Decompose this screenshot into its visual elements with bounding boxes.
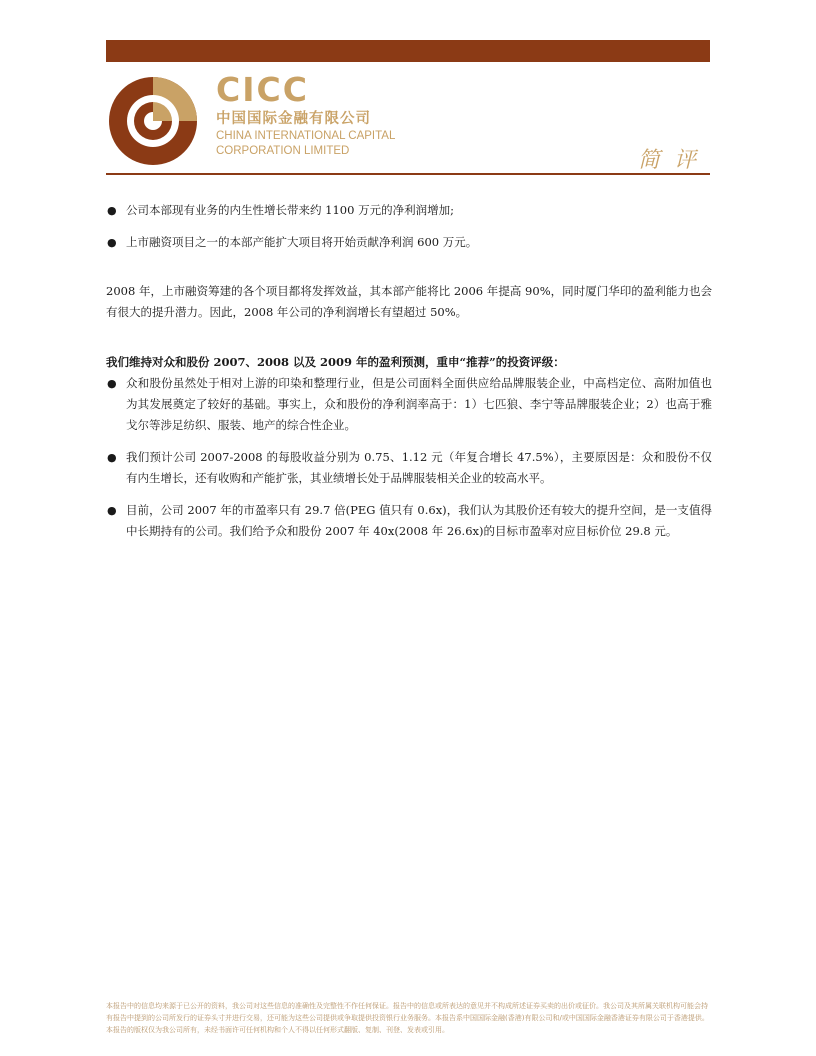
list-item (106, 200, 712, 221)
list-item-text: 公司本部现有业务的内生性增长带来约 1100 万元的净利润增加; (126, 203, 454, 217)
list-item (106, 447, 712, 489)
bullet-icon: ● (107, 236, 117, 249)
header-divider (106, 173, 710, 175)
list-item-text: 上市融资项目之一的本部产能扩大项目将开始贡献净利润 600 万元。 (126, 235, 478, 249)
document-type-label: 简评 (637, 148, 710, 173)
section-heading: 我们维持对众和股份 2007、2008 以及 2009 年的盈利预测，重申“推荐”的投资评级： (106, 355, 565, 369)
brand-name-cn: 中国国际金融有限公司 (216, 111, 371, 127)
disclaimer: 本报告中的信息均来源于已公开的资料，我公司对这些信息的准确性及完整性不作任何保证。报告中的信息或所表达的意见并不构成所述证券买卖的出价或征价。我公司及其所属关联机构可能会持有报告中提到的公司所发行的证券头寸并进行交易，还可能为这些公司提供或争取提供投资银行业务服务。本报告系中国国际金融(香港)有限公司和/或中国国际金融香港证券有限公司于香港提供。本报告的版权仅为我公司所有，未经书面许可任何机构和个人不得以任何形式翻版、复制、刊登、发表或引用。 (106, 1002, 709, 1034)
brand-name-en-2: CORPORATION LIMITED (216, 145, 350, 157)
bullet-icon: ● (107, 504, 117, 517)
bullet-icon: ● (107, 377, 117, 390)
brand-name: CICC (216, 70, 309, 109)
bullet-icon: ● (107, 451, 117, 464)
bullet-icon: ● (107, 204, 117, 217)
brand-block (216, 72, 395, 159)
list-item-text: 目前，公司 2007 年的市盈率只有 29.7 倍(PEG 值只有 0.6x)，我们认为其股价还有较大的提升空间，是一支值得中长期持有的公司。我们给予众和股份 2007 年 40x(2008 年 26.6x)的目标市盈率对应目标价位 29.8 元。 (126, 503, 712, 538)
cicc-logo-icon (108, 72, 198, 170)
brand-name-en-1: CHINA INTERNATIONAL CAPITAL (216, 130, 396, 142)
list-item (106, 373, 712, 436)
list-item (106, 232, 712, 253)
paragraph: 2008 年，上市融资筹建的各个项目都将发挥效益，其本部产能将比 2006 年提高 90%，同时厦门华印的盈利能力也会有很大的提升潜力。因此，2008 年公司的净利润增长有望超过 50%。 (106, 284, 712, 319)
list-item-text: 我们预计公司 2007-2008 的每股收益分别为 0.75、1.12 元（年复合增长 47.5%），主要原因是：众和股份不仅有内生增长，还有收购和产能扩张，其业绩增长处于品牌服装相关企业的较高水平。 (126, 450, 712, 485)
list-item-text: 众和股份虽然处于相对上游的印染和整理行业，但是公司面料全面供应给品牌服装企业，中高档定位、高附加值也为其发展奠定了较好的基础。事实上，众和股份的净利润率高于：1）七匹狼、李宁等品牌服装企业；2）也高于雅戈尔等涉足纺织、服装、地产的综合性企业。 (126, 376, 712, 432)
header-bar (106, 40, 710, 62)
list-item (106, 500, 712, 542)
report-body (106, 200, 712, 542)
